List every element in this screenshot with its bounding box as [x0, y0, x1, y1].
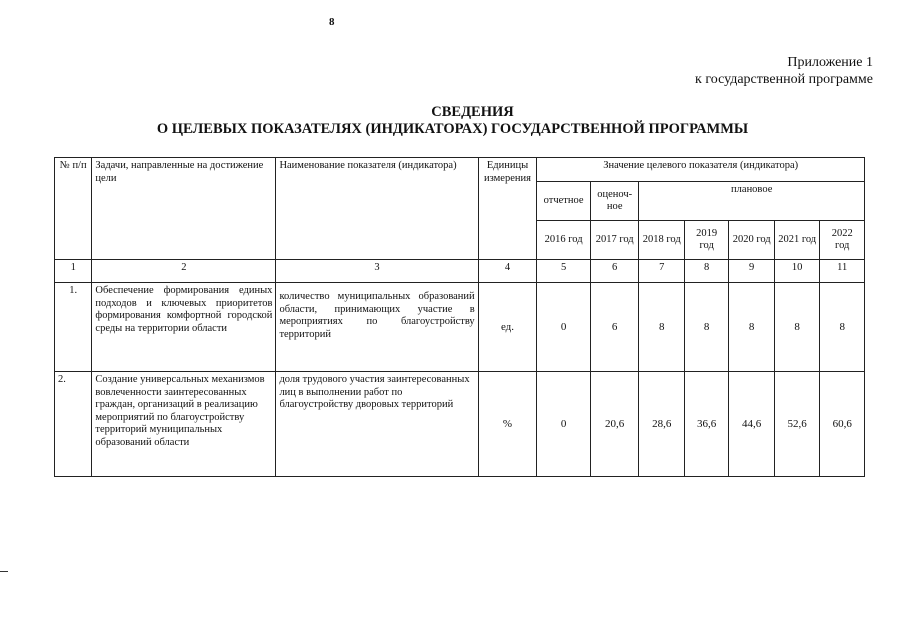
- column-number: 3: [276, 260, 478, 283]
- header-reporting: отчетное: [537, 182, 591, 221]
- document-title: [0, 104, 905, 138]
- row-number: 2.: [55, 372, 92, 477]
- row-value-2021: 8: [774, 283, 820, 372]
- row-value-2017: 20,6: [590, 372, 639, 477]
- row-value-2017: 6: [590, 283, 639, 372]
- column-number: 4: [478, 260, 537, 283]
- column-number-row: [55, 260, 865, 283]
- header-value-group: Значение целевого показателя (индикатора): [537, 158, 865, 182]
- header-units: Единицы измерения: [478, 158, 537, 260]
- page-number: 8: [329, 16, 335, 28]
- row-task: Обеспечение формирования единых подходов и ключевых приоритетов формирования комфортной городской среды на территории области: [92, 283, 276, 372]
- column-number: 7: [639, 260, 685, 283]
- header-planned: плановое: [639, 182, 865, 221]
- header-estimated: оценоч-ное: [590, 182, 639, 221]
- row-value-2021: 52,6: [774, 372, 820, 477]
- column-number: 2: [92, 260, 276, 283]
- column-number: 5: [537, 260, 591, 283]
- row-unit: %: [478, 372, 537, 477]
- row-value-2016: 0: [537, 372, 591, 477]
- table-row: [55, 283, 865, 372]
- header-year-2019: 2019 год: [684, 221, 728, 260]
- row-value-2022: 60,6: [820, 372, 865, 477]
- margin-mark: [0, 571, 8, 572]
- header-year-2021: 2021 год: [774, 221, 820, 260]
- header-num: № п/п: [55, 158, 92, 260]
- row-value-2022: 8: [820, 283, 865, 372]
- table-row: [55, 372, 865, 477]
- header-year-2016: 2016 год: [537, 221, 591, 260]
- appendix-line-1: Приложение 1: [787, 55, 873, 70]
- header-year-2022: 2022 год: [820, 221, 865, 260]
- header-year-2018: 2018 год: [639, 221, 685, 260]
- row-number: 1.: [55, 283, 92, 372]
- row-value-2019: 36,6: [684, 372, 728, 477]
- column-number: 9: [729, 260, 775, 283]
- header-year-2020: 2020 год: [729, 221, 775, 260]
- row-unit: ед.: [478, 283, 537, 372]
- column-number: 10: [774, 260, 820, 283]
- header-row-1: [55, 158, 865, 182]
- indicators-table: [54, 157, 865, 477]
- row-value-2019: 8: [684, 283, 728, 372]
- title-line-1: СВЕДЕНИЯ: [431, 104, 514, 120]
- header-year-2017: 2017 год: [590, 221, 639, 260]
- header-tasks: Задачи, направленные на достижение цели: [92, 158, 276, 260]
- appendix-caption: [695, 54, 873, 88]
- row-value-2018: 8: [639, 283, 685, 372]
- column-number: 6: [590, 260, 639, 283]
- column-number: 11: [820, 260, 865, 283]
- column-number: 8: [684, 260, 728, 283]
- appendix-line-2: к государственной программе: [695, 72, 873, 87]
- column-number: 1: [55, 260, 92, 283]
- header-indicator: Наименование показателя (индикатора): [276, 158, 478, 260]
- row-value-2020: 8: [729, 283, 775, 372]
- row-value-2020: 44,6: [729, 372, 775, 477]
- row-indicator: доля трудового участия заинтересованных лиц в выполнении работ по благоустройству дворовых территорий: [276, 372, 478, 477]
- row-task: Создание универсальных механизмов вовлеченности заинтересованных граждан, организаций в реализацию мероприятий по благоустройству территорий муниципальных образований области: [92, 372, 276, 477]
- row-value-2018: 28,6: [639, 372, 685, 477]
- row-value-2016: 0: [537, 283, 591, 372]
- title-line-2: О ЦЕЛЕВЫХ ПОКАЗАТЕЛЯХ (ИНДИКАТОРАХ) ГОСУДАРСТВЕННОЙ ПРОГРАММЫ: [156, 121, 749, 137]
- row-indicator: количество муниципальных образований области, принимающих участие в мероприятиях по благоустройству территорий: [276, 283, 478, 372]
